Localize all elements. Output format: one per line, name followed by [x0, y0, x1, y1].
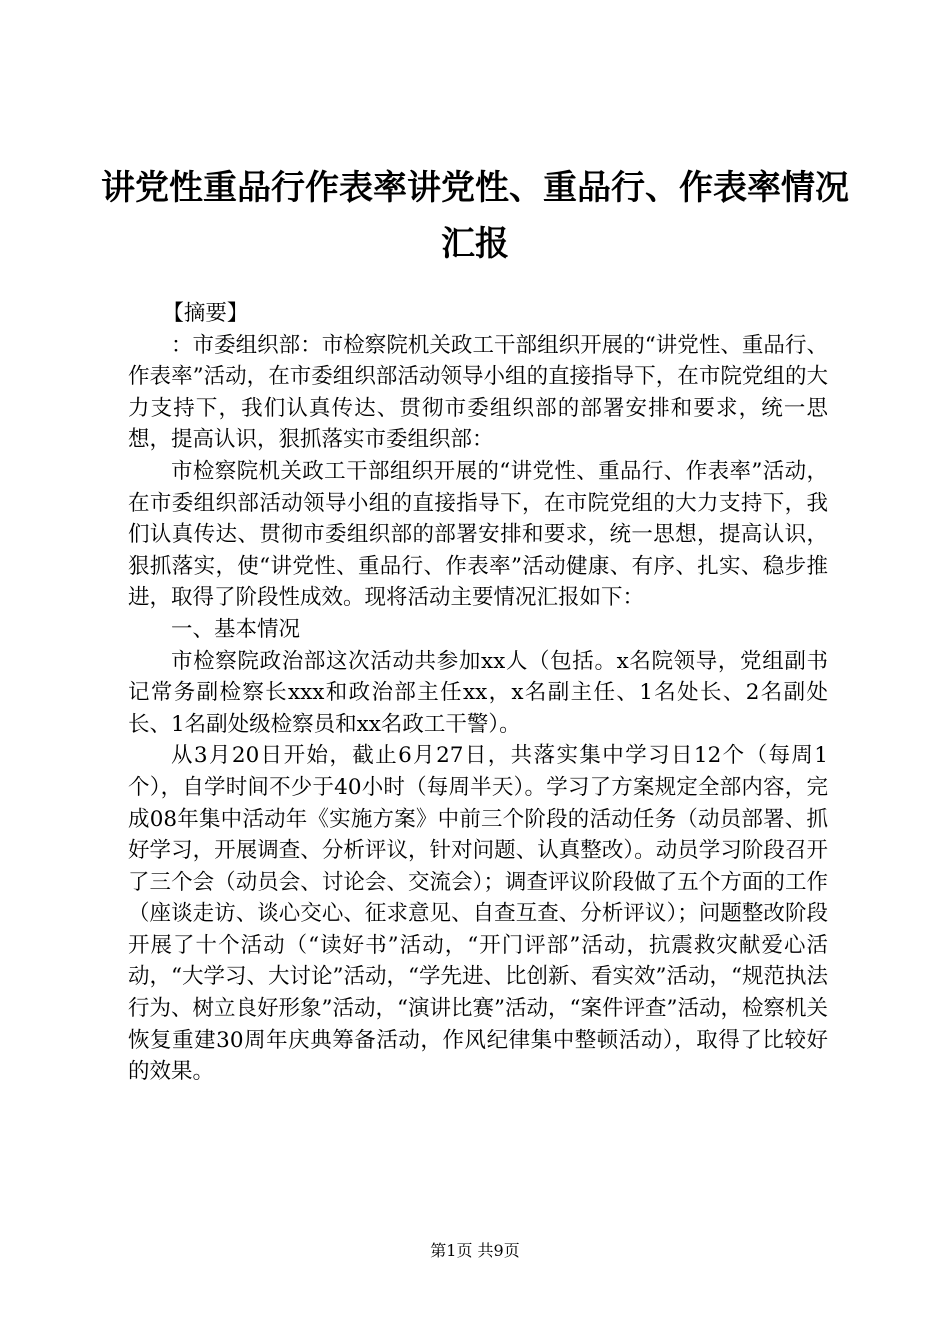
- summary-heading: 【摘要】: [162, 301, 249, 326]
- section-heading-basic-situation: 一、基本情况: [171, 616, 301, 642]
- document-body: [128, 298, 828, 1088]
- page-number-footer: 第1页 共9页: [430, 1241, 520, 1260]
- intro-paragraph: 市检察院机关政工干部组织开展的“讲党性、重品行、作表率”活动，在市委组织部活动领导小组的直接指导下，在市院党组的大力支持下，我们认真传达、贯彻市委组织部的部署安排和要求，统一思想，提高认识，狠抓落实，使“讲党性、重品行、作表率”活动健康、有序、扎实、稳步推进，取得了阶段性成效。现将活动主要情况汇报如下：: [128, 458, 828, 611]
- activities-paragraph: 从3月20日开始，截止6月27日，共落实集中学习日12个（每周1个），自学时间不少于40小时（每周半天）。学习了方案规定全部内容，完成08年集中活动年《实施方案》中前三个阶段的活动任务（动员部署、抓好学习，开展调查、分析评议，针对问题、认真整改）。动员学习阶段召开了三个会（动员会、讨论会、交流会）；调查评议阶段做了五个方面的工作（座谈走访、谈心交心、征求意见、自查互查、分析评议）；问题整改阶段开展了十个活动（“读好书”活动，“开门评部”活动，抗震救灾献爱心活动，“大学习、大讨论”活动，“学先进、比创新、看实效”活动，“规范执法行为、树立良好形象”活动，“演讲比赛”活动，“案件评查”活动，检察机关恢复重建30周年庆典筹备活动，作风纪律集中整顿活动），取得了比较好的效果。: [128, 743, 828, 1085]
- participants-paragraph: 市检察院政治部这次活动共参加xx人（包括。x名院领导，党组副书记常务副检察长xxx和政治部主任xx，x名副主任、1名处长、2名副处长、1名副处级检察员和xx名政工干警）。: [128, 648, 828, 737]
- document-title: 讲党性重品行作表率讲党性、重品行、作表率情况汇报: [101, 168, 849, 264]
- summary-paragraph: ：市委组织部：市检察院机关政工干部组织开展的“讲党性、重品行、作表率”活动，在市委组织部活动领导小组的直接指导下，在市院党组的大力支持下，我们认真传达、贯彻市委组织部的部署安排和要求，统一思想，提高认识，狠抓落实市委组织部：: [128, 332, 828, 453]
